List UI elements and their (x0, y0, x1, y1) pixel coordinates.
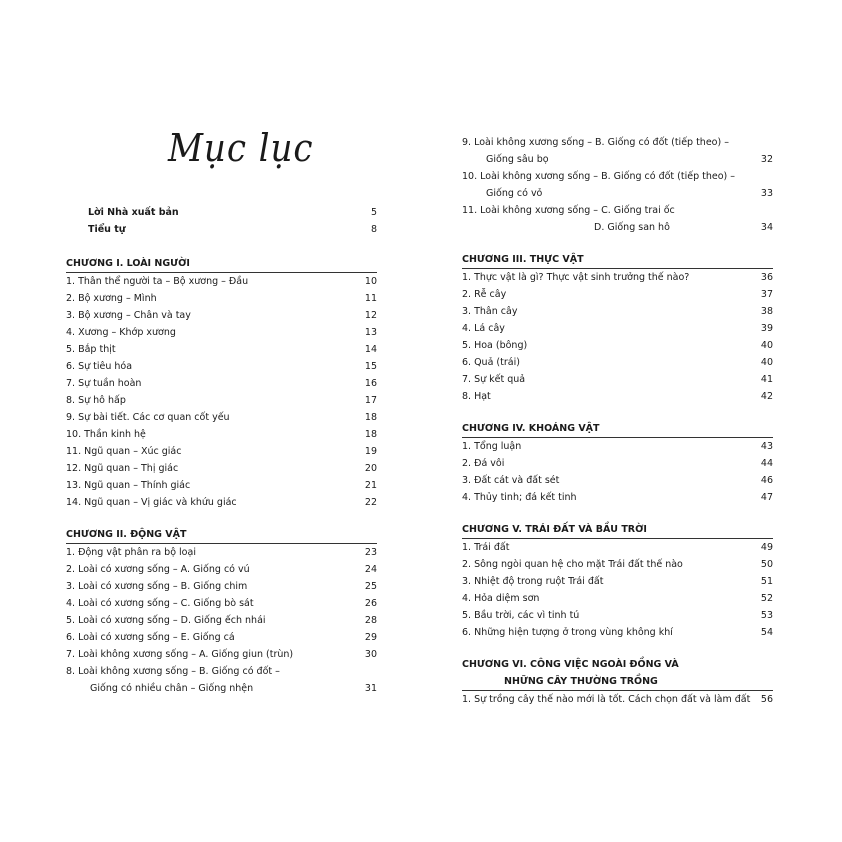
entry-page: 15 (364, 361, 377, 372)
entry-page: 39 (760, 323, 773, 334)
entry-page: 5 (370, 207, 377, 218)
entry-title: 4. Thủy tinh; đá kết tinh (462, 492, 577, 503)
entry-page: 41 (760, 374, 773, 385)
page-title: Mục lục (168, 126, 314, 170)
toc-right-column (462, 134, 773, 708)
toc-entry-continued[interactable] (462, 185, 773, 202)
entry-title: 8. Loài không xương sống – B. Giống có đốt – (66, 666, 280, 677)
entry-title: 13. Ngũ quan – Thính giác (66, 480, 191, 491)
entry-title: 5. Loài có xương sống – D. Giống ếch nhái (66, 615, 266, 626)
entry-title: 9. Sự bài tiết. Các cơ quan cốt yếu (66, 412, 230, 423)
toc-entry[interactable] (66, 544, 377, 561)
entry-title: 11. Loài không xương sống – C. Giống trai ốc (462, 205, 675, 216)
entry-title: 10. Loài không xương sống – B. Giống có đốt (tiếp theo) – (462, 171, 736, 182)
chapter-heading: CHƯƠNG II. ĐỘNG VẬT (66, 526, 377, 544)
entry-title: 8. Sự hô hấp (66, 395, 126, 406)
toc-entry[interactable] (66, 204, 377, 221)
toc-entry[interactable] (66, 273, 377, 290)
entry-page: 13 (364, 327, 377, 338)
entry-title: 9. Loài không xương sống – B. Giống có đốt (tiếp theo) – (462, 137, 729, 148)
entry-title: 1. Sự trồng cây thế nào mới là tốt. Cách chọn đất và làm đất (462, 694, 751, 705)
entry-page: 17 (364, 395, 377, 406)
toc-entry-continued[interactable] (462, 219, 773, 236)
entry-title: Lời Nhà xuất bản (88, 207, 179, 218)
entry-page: 34 (760, 222, 773, 233)
entry-title: Giống có vỏ (486, 188, 543, 199)
chapter-1 (66, 255, 377, 511)
toc-entry[interactable] (462, 354, 773, 371)
toc-entry-continued[interactable] (66, 680, 377, 697)
entry-page: 52 (760, 593, 773, 604)
entry-page: 36 (760, 272, 773, 283)
toc-entry[interactable] (462, 624, 773, 641)
toc-entry[interactable] (66, 443, 377, 460)
toc-entry[interactable] (66, 426, 377, 443)
entry-title: 12. Ngũ quan – Thị giác (66, 463, 179, 474)
entry-page: 40 (760, 340, 773, 351)
entry-page: 40 (760, 357, 773, 368)
toc-entry[interactable] (462, 134, 773, 151)
entry-title: 6. Loài có xương sống – E. Giống cá (66, 632, 235, 643)
toc-entry[interactable] (66, 375, 377, 392)
entry-title: 3. Thân cây (462, 306, 518, 317)
entry-page: 12 (364, 310, 377, 321)
entry-title: 5. Hoa (bông) (462, 340, 528, 351)
toc-entry[interactable] (66, 646, 377, 663)
entry-title: 1. Trái đất (462, 542, 510, 553)
toc-entry[interactable] (66, 595, 377, 612)
toc-entry[interactable] (462, 168, 773, 185)
toc-entry[interactable] (462, 573, 773, 590)
toc-entry[interactable] (462, 489, 773, 506)
entry-page: 44 (760, 458, 773, 469)
entry-title: 11. Ngũ quan – Xúc giác (66, 446, 182, 457)
entry-title: D. Giống san hô (594, 222, 670, 233)
toc-entry[interactable] (66, 629, 377, 646)
entry-title: 10. Thần kinh hệ (66, 429, 146, 440)
entry-title: 4. Xương – Khớp xương (66, 327, 176, 338)
toc-entry[interactable] (66, 460, 377, 477)
toc-entry[interactable] (462, 337, 773, 354)
entry-page: 32 (760, 154, 773, 165)
entry-page: 26 (364, 598, 377, 609)
entry-page: 51 (760, 576, 773, 587)
entry-page: 19 (364, 446, 377, 457)
toc-entry[interactable] (462, 202, 773, 219)
toc-entry[interactable] (462, 539, 773, 556)
entry-page: 20 (364, 463, 377, 474)
chapter-4 (462, 420, 773, 506)
toc-entry[interactable] (462, 388, 773, 405)
chapter-heading: CHƯƠNG III. THỰC VẬT (462, 251, 773, 269)
entry-title: Tiểu tự (88, 224, 126, 235)
entry-page: 31 (364, 683, 377, 694)
toc-entry[interactable] (66, 494, 377, 511)
toc-entry[interactable] (66, 409, 377, 426)
toc-entry[interactable] (66, 663, 377, 680)
entry-title: 8. Hạt (462, 391, 491, 402)
entry-page: 56 (760, 694, 773, 705)
chapter-heading: CHƯƠNG V. TRÁI ĐẤT VÀ BẦU TRỜI (462, 521, 773, 539)
entry-title: 2. Đá vôi (462, 458, 505, 469)
toc-entry[interactable] (66, 221, 377, 238)
entry-page: 50 (760, 559, 773, 570)
chapter-heading-line-2: NHỮNG CÂY THƯỜNG TRỒNG (462, 673, 773, 691)
toc-entry[interactable] (66, 324, 377, 341)
entry-page: 30 (364, 649, 377, 660)
chapter-2 (66, 526, 377, 697)
entry-title: 4. Hỏa diệm sơn (462, 593, 540, 604)
entry-title: 1. Động vật phân ra bộ loại (66, 547, 196, 558)
toc-entry[interactable] (462, 455, 773, 472)
entry-page: 42 (760, 391, 773, 402)
entry-title: 1. Tổng luận (462, 441, 522, 452)
chapter-3 (462, 251, 773, 405)
entry-title: 3. Bộ xương – Chân và tay (66, 310, 191, 321)
entry-title: 1. Thân thể người ta – Bộ xương – Đầu (66, 276, 249, 287)
toc-entry[interactable] (462, 320, 773, 337)
chapter-6 (462, 656, 773, 708)
toc-entry[interactable] (462, 691, 773, 708)
toc-entry[interactable] (66, 612, 377, 629)
toc-entry[interactable] (462, 269, 773, 286)
entry-page: 37 (760, 289, 773, 300)
entry-title: 3. Nhiệt độ trong ruột Trái đất (462, 576, 604, 587)
entry-title: 6. Sự tiêu hóa (66, 361, 133, 372)
toc-left-column (66, 204, 377, 697)
toc-entry[interactable] (66, 561, 377, 578)
toc-entry[interactable] (66, 290, 377, 307)
toc-entry[interactable] (462, 590, 773, 607)
chapter-heading: CHƯƠNG I. LOÀI NGƯỜI (66, 255, 377, 273)
chapter-5 (462, 521, 773, 641)
entry-page: 46 (760, 475, 773, 486)
entry-page: 49 (760, 542, 773, 553)
entry-page: 54 (760, 627, 773, 638)
toc-entry-continued[interactable] (462, 151, 773, 168)
entry-title: 5. Bầu trời, các vì tinh tú (462, 610, 580, 621)
entry-page: 47 (760, 492, 773, 503)
entry-page: 10 (364, 276, 377, 287)
entry-title: 14. Ngũ quan – Vị giác và khứu giác (66, 497, 237, 508)
entry-title: 7. Sự tuần hoàn (66, 378, 142, 389)
entry-page: 21 (364, 480, 377, 491)
entry-page: 11 (364, 293, 377, 304)
entry-title: 3. Loài có xương sống – B. Giống chim (66, 581, 248, 592)
toc-entry[interactable] (462, 607, 773, 624)
toc-entry[interactable] (462, 286, 773, 303)
entry-page: 14 (364, 344, 377, 355)
entry-title: 3. Đất cát và đất sét (462, 475, 560, 486)
toc-entry[interactable] (66, 307, 377, 324)
entry-page: 16 (364, 378, 377, 389)
chapter-heading: CHƯƠNG IV. KHOÁNG VẬT (462, 420, 773, 438)
entry-title: 5. Bắp thịt (66, 344, 116, 355)
chapter-heading: CHƯƠNG VI. CÔNG VIỆC NGOÀI ĐỒNG VÀ (462, 659, 679, 670)
toc-entry[interactable] (66, 477, 377, 494)
entry-title: 1. Thực vật là gì? Thực vật sinh trưởng thế nào? (462, 272, 690, 283)
entry-page: 53 (760, 610, 773, 621)
chapter-2-continued (462, 134, 773, 236)
entry-title: 7. Loài không xương sống – A. Giống giun (trùn) (66, 649, 294, 660)
entry-title: 6. Những hiện tượng ở trong vùng không khí (462, 627, 673, 638)
toc-entry[interactable] (66, 578, 377, 595)
toc-entry[interactable] (66, 341, 377, 358)
toc-entry[interactable] (66, 358, 377, 375)
entry-title: Giống có nhiều chân – Giống nhện (90, 683, 254, 694)
entry-page: 43 (760, 441, 773, 452)
entry-page: 22 (364, 497, 377, 508)
entry-page: 8 (370, 224, 377, 235)
entry-page: 38 (760, 306, 773, 317)
entry-title: 2. Rễ cây (462, 289, 507, 300)
entry-page: 33 (760, 188, 773, 199)
entry-page: 24 (364, 564, 377, 575)
entry-title: 4. Lá cây (462, 323, 505, 334)
entry-title: 7. Sự kết quả (462, 374, 526, 385)
toc-entry[interactable] (462, 556, 773, 573)
entry-page: 23 (364, 547, 377, 558)
toc-entry[interactable] (462, 303, 773, 320)
toc-entry[interactable] (462, 438, 773, 455)
entry-title: 2. Loài có xương sống – A. Giống có vú (66, 564, 250, 575)
toc-entry[interactable] (66, 392, 377, 409)
entry-title: 2. Bộ xương – Mình (66, 293, 157, 304)
entry-page: 18 (364, 429, 377, 440)
entry-page: 29 (364, 632, 377, 643)
toc-entry[interactable] (462, 371, 773, 388)
entry-page: 28 (364, 615, 377, 626)
entry-page: 25 (364, 581, 377, 592)
toc-entry[interactable] (462, 472, 773, 489)
entry-title: 2. Sông ngòi quan hệ cho mặt Trái đất thế nào (462, 559, 683, 570)
entry-title: 4. Loài có xương sống – C. Giống bò sát (66, 598, 254, 609)
entry-title: Giống sâu bọ (486, 154, 549, 165)
entry-title: 6. Quả (trái) (462, 357, 520, 368)
entry-page: 18 (364, 412, 377, 423)
